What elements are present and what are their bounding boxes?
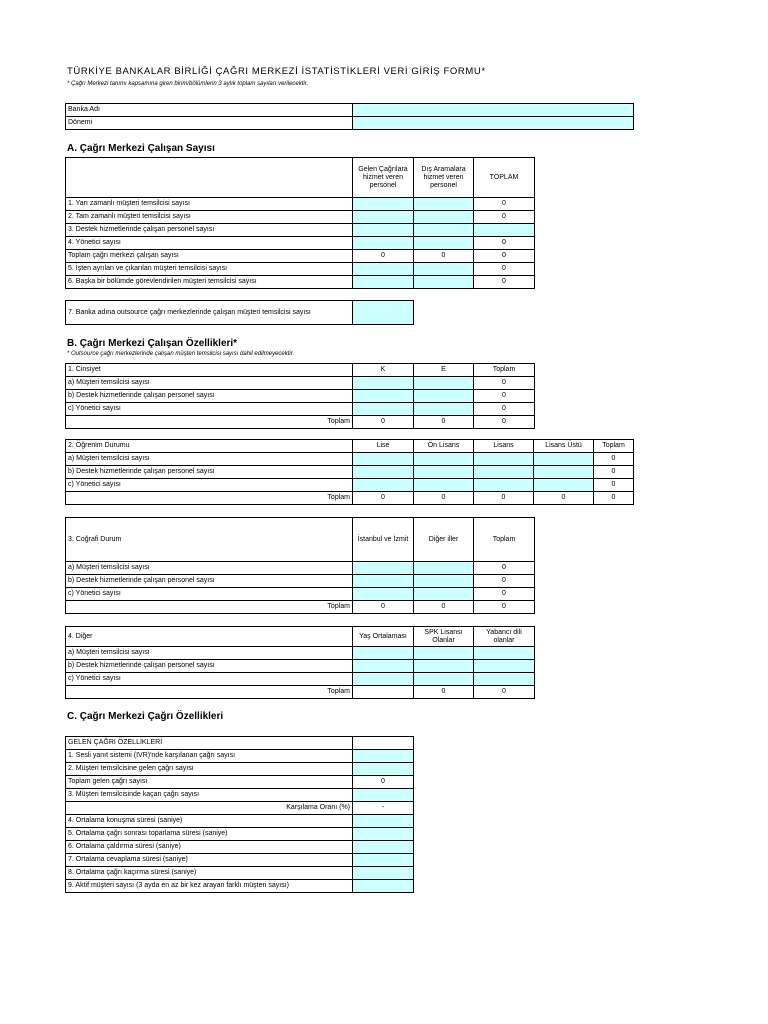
education-label: 2. Öğrenim Durumu xyxy=(66,440,353,453)
header-k: K xyxy=(353,364,414,377)
sum-cell xyxy=(353,686,414,699)
sum-cell: 0 xyxy=(474,686,535,699)
header-lise: Lise xyxy=(353,440,414,453)
header-foreign-language: Yabancı dili olanlar xyxy=(474,627,535,647)
period-input[interactable] xyxy=(353,117,634,130)
input-cell[interactable] xyxy=(353,479,414,492)
total-cell: 0 xyxy=(474,211,535,224)
input-cell[interactable] xyxy=(414,562,474,575)
row-label: 5. İşten ayrılan ve çıkarılan müşteri temsilcisi sayısı xyxy=(66,263,353,276)
input-cell[interactable] xyxy=(353,390,414,403)
input-cell[interactable] xyxy=(414,198,474,211)
input-cell[interactable] xyxy=(353,276,414,289)
bank-name-input[interactable] xyxy=(353,104,634,117)
total-cell: 0 xyxy=(474,575,535,588)
input-cell[interactable] xyxy=(414,403,474,416)
total-cell: 0 xyxy=(474,276,535,289)
input-cell[interactable] xyxy=(353,660,414,673)
sum-cell: 0 xyxy=(414,601,474,614)
header-e: E xyxy=(414,364,474,377)
input-cell[interactable] xyxy=(414,276,474,289)
input-cell[interactable] xyxy=(353,466,414,479)
row-label: a) Müşteri temsilcisi sayısı xyxy=(66,562,353,575)
row-label: 1. Sesli yanıt sistemi (IVR)'nde karşılanan çağrı sayısı xyxy=(66,750,353,763)
input-cell[interactable] xyxy=(353,673,414,686)
form-title: TÜRKİYE BANKALAR BİRLİĞİ ÇAĞRI MERKEZİ İSTATİSTİKLERİ VERİ GİRİŞ FORMU* xyxy=(67,66,486,77)
input-cell[interactable] xyxy=(414,237,474,250)
row-label: a) Müşteri temsilcisi sayısı xyxy=(66,647,353,660)
input-cell[interactable] xyxy=(353,575,414,588)
input-cell[interactable] xyxy=(353,854,414,867)
row-label: 5. Ortalama çağrı sonrası toparlama süresi (saniye) xyxy=(66,828,353,841)
sum-cell: 0 xyxy=(414,416,474,429)
outsource-input[interactable] xyxy=(353,301,414,325)
total-cell: 0 xyxy=(594,479,634,492)
toplam-label: Toplam xyxy=(66,601,353,614)
input-cell[interactable] xyxy=(414,453,474,466)
sum-cell: 0 xyxy=(534,492,594,505)
sum-cell: 0 xyxy=(414,250,474,263)
input-cell[interactable] xyxy=(353,789,414,802)
sum-cell: 0 xyxy=(414,686,474,699)
header-total: TOPLAM xyxy=(474,158,535,198)
row-label: Toplam çağrı merkezi çalışan sayısı xyxy=(66,250,353,263)
row-label: 4. Ortalama konuşma süresi (saniye) xyxy=(66,815,353,828)
row-label: 4. Yönetici sayısı xyxy=(66,237,353,250)
input-cell[interactable] xyxy=(353,263,414,276)
total-cell: 0 xyxy=(474,390,535,403)
toplam-label: Toplam xyxy=(66,416,353,429)
sum-cell: 0 xyxy=(353,250,414,263)
input-cell[interactable] xyxy=(474,660,535,673)
input-cell[interactable] xyxy=(353,562,414,575)
input-cell[interactable] xyxy=(474,453,534,466)
outsource-label: 7. Banka adına outsource çağrı merkezlerinde çalışan müşteri temsilcisi sayısı xyxy=(66,301,353,325)
row-label: c) Yönetici sayısı xyxy=(66,673,353,686)
input-cell[interactable] xyxy=(353,211,414,224)
sum-cell: 0 xyxy=(353,492,414,505)
sum-cell: 0 xyxy=(414,492,474,505)
header-istanbul: İstanbul ve İzmit xyxy=(353,518,414,562)
row-label: c) Yönetici sayısı xyxy=(66,403,353,416)
section-b-title: B. Çağrı Merkezi Çalışan Özellikleri* xyxy=(67,338,238,349)
row-label: b) Destek hizmetlerinde çalışan personel sayısı xyxy=(66,390,353,403)
input-cell[interactable] xyxy=(414,588,474,601)
section-a-title: A. Çağrı Merkezi Çalışan Sayısı xyxy=(67,143,215,154)
input-cell[interactable] xyxy=(353,224,414,237)
total-cell: 0 xyxy=(353,776,414,789)
row-label: 3. Destek hizmetlerinde çalışan personel sayısı xyxy=(66,224,353,237)
input-cell[interactable] xyxy=(534,466,594,479)
row-label: a) Müşteri temsilcisi sayısı xyxy=(66,377,353,390)
input-cell[interactable] xyxy=(353,377,414,390)
input-cell[interactable] xyxy=(414,390,474,403)
row-label: c) Yönetici sayısı xyxy=(66,588,353,601)
section-c-title: C. Çağrı Merkezi Çağrı Özellikleri xyxy=(67,711,224,722)
input-cell[interactable] xyxy=(353,763,414,776)
input-cell[interactable] xyxy=(353,841,414,854)
row-label: Toplam gelen çağrı sayısı xyxy=(66,776,353,789)
total-cell: 0 xyxy=(474,263,535,276)
header-on-lisans: Ön Lisans xyxy=(414,440,474,453)
sum-cell: 0 xyxy=(474,601,535,614)
header-outgoing-staff: Dış Aramalara hizmet veren personel xyxy=(414,158,474,198)
header-total: Toplam xyxy=(474,364,535,377)
total-cell: 0 xyxy=(594,466,634,479)
row-label: 6. Ortalama çaldırma süresi (saniye) xyxy=(66,841,353,854)
input-cell[interactable] xyxy=(353,867,414,880)
input-cell[interactable] xyxy=(353,828,414,841)
total-cell: 0 xyxy=(474,198,535,211)
geography-label: 3. Coğrafi Durum xyxy=(66,518,353,562)
toplam-label: Toplam xyxy=(66,686,353,699)
total-cell: 0 xyxy=(474,250,535,263)
row-label: Karşılama Oranı (%) xyxy=(66,802,353,815)
input-cell[interactable] xyxy=(474,673,535,686)
bank-info-table xyxy=(65,103,634,130)
input-cell[interactable] xyxy=(353,815,414,828)
input-cell[interactable] xyxy=(414,479,474,492)
header-lisans-ustu: Lisans Üstü xyxy=(534,440,594,453)
call-features-table xyxy=(65,736,414,893)
input-cell[interactable] xyxy=(353,588,414,601)
input-cell[interactable] xyxy=(414,673,474,686)
header-incoming-staff: Gelen Çağrılara hizmet veren personel xyxy=(353,158,414,198)
header-spk-license: SPK Lisansı Olanlar xyxy=(414,627,474,647)
input-cell[interactable] xyxy=(414,224,474,237)
period-label: Dönemi xyxy=(66,117,353,130)
bank-name-label: Banka Adı xyxy=(66,104,353,117)
row-label: c) Yönetici sayısı xyxy=(66,479,353,492)
outsource-table xyxy=(65,300,414,325)
input-cell[interactable] xyxy=(353,237,414,250)
input-cell[interactable] xyxy=(353,403,414,416)
header-other-cities: Diğer iller xyxy=(414,518,474,562)
toplam-label: Toplam xyxy=(66,492,353,505)
row-label: 1. Yarı zamanlı müşteri temsilcisi sayısı xyxy=(66,198,353,211)
input-cell[interactable] xyxy=(474,479,534,492)
input-cell[interactable] xyxy=(414,466,474,479)
education-table xyxy=(65,439,634,505)
input-cell[interactable] xyxy=(414,263,474,276)
row-label: 2. Müşteri temsilcisine gelen çağrı sayısı xyxy=(66,763,353,776)
header-total: Toplam xyxy=(474,518,535,562)
header-lisans: Lisans xyxy=(474,440,534,453)
sum-cell: 0 xyxy=(353,416,414,429)
input-cell[interactable] xyxy=(414,575,474,588)
top-note: * Çağrı Merkezi tanımı kapsamına giren birim/bölümlerin 3 aylık toplam sayıları verilecektir. xyxy=(67,81,309,87)
geography-table xyxy=(65,517,535,614)
row-label: b) Destek hizmetlerinde çalışan personel sayısı xyxy=(66,660,353,673)
call-features-header: GELEN ÇAĞRI ÖZELLİKLERİ xyxy=(66,737,353,750)
input-cell[interactable] xyxy=(414,647,474,660)
row-label: 7. Ortalama cevaplama süresi (saniye) xyxy=(66,854,353,867)
total-cell: 0 xyxy=(594,453,634,466)
header-age-average: Yaş Ortalaması xyxy=(353,627,414,647)
gender-label: 1. Cinsiyet xyxy=(66,364,353,377)
total-input-cell[interactable] xyxy=(474,224,535,237)
input-cell[interactable] xyxy=(353,647,414,660)
row-label: 8. Ortalama çağrı kaçırma süresi (saniye) xyxy=(66,867,353,880)
row-label: a) Müşteri temsilcisi sayısı xyxy=(66,453,353,466)
header-total: Toplam xyxy=(594,440,634,453)
row-label: b) Destek hizmetlerinde çalışan personel sayısı xyxy=(66,575,353,588)
sum-cell: 0 xyxy=(474,416,535,429)
input-cell[interactable] xyxy=(353,198,414,211)
section-a-table xyxy=(65,157,535,289)
row-label: 6. Başka bir bölümde görevlendirilen müşteri temsilcisi sayısı xyxy=(66,276,353,289)
gender-table xyxy=(65,363,535,429)
input-cell[interactable] xyxy=(353,453,414,466)
section-b-note: * Outsource çağrı merkezlerinde çalışan müşteri temsilcisi sayısı dahil edilmeyecektir. xyxy=(67,351,295,357)
input-cell[interactable] xyxy=(414,660,474,673)
other-label: 4. Diğer xyxy=(66,627,353,647)
total-cell: 0 xyxy=(474,237,535,250)
total-cell: 0 xyxy=(474,562,535,575)
row-label: 2. Tam zamanlı müşteri temsilcisi sayısı xyxy=(66,211,353,224)
total-cell: 0 xyxy=(474,588,535,601)
input-cell[interactable] xyxy=(414,211,474,224)
row-label: 9. Aktif müşteri sayısı (3 ayda en az bir kez arayan farklı müşteri sayısı) xyxy=(66,880,353,893)
input-cell[interactable] xyxy=(474,466,534,479)
sum-cell: 0 xyxy=(474,492,534,505)
input-cell[interactable] xyxy=(414,377,474,390)
row-label: 3. Müşteri temsilcisinde kaçan çağrı sayısı xyxy=(66,789,353,802)
input-cell[interactable] xyxy=(353,750,414,763)
rate-cell: - xyxy=(353,802,414,815)
total-cell: 0 xyxy=(474,403,535,416)
input-cell[interactable] xyxy=(353,880,414,893)
total-cell: 0 xyxy=(474,377,535,390)
sum-cell: 0 xyxy=(353,601,414,614)
input-cell[interactable] xyxy=(534,453,594,466)
input-cell[interactable] xyxy=(474,647,535,660)
input-cell[interactable] xyxy=(534,479,594,492)
sum-cell: 0 xyxy=(594,492,634,505)
other-table xyxy=(65,626,535,699)
row-label: b) Destek hizmetlerinde çalışan personel sayısı xyxy=(66,466,353,479)
